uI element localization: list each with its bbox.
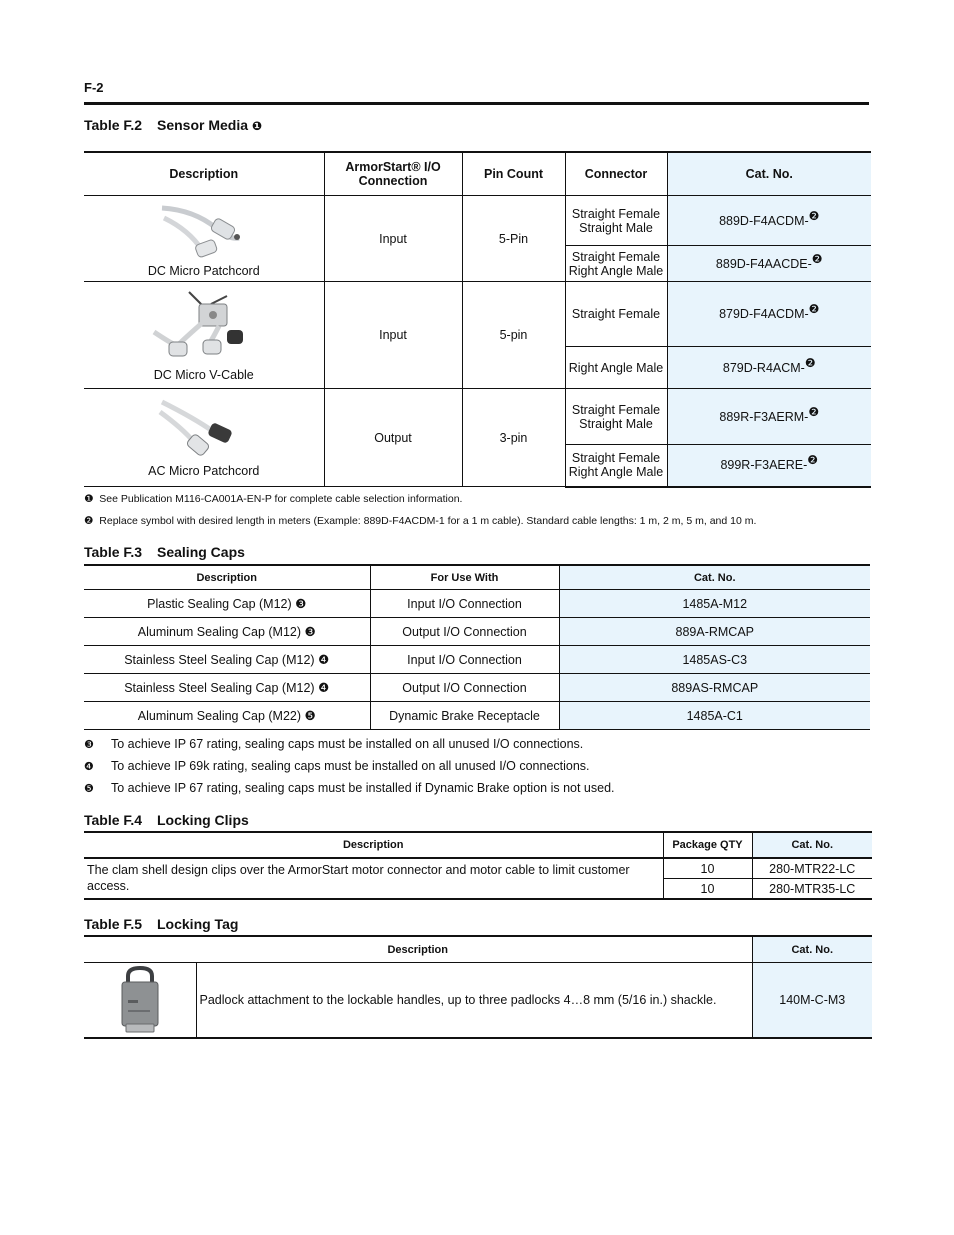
connector-cell: Straight Female bbox=[565, 282, 667, 347]
header-cat-no: Cat. No. bbox=[559, 565, 870, 590]
table-title: Locking Tag bbox=[157, 916, 239, 932]
for-use-with-cell: Output I/O Connection bbox=[370, 674, 559, 702]
table-f2-caption bbox=[84, 117, 262, 133]
table-f5-caption bbox=[84, 916, 238, 932]
table-number: Table F.3 bbox=[84, 544, 143, 560]
connection-cell: Output bbox=[324, 389, 462, 487]
for-use-with-cell: Input I/O Connection bbox=[370, 590, 559, 618]
table-row bbox=[84, 646, 870, 674]
cat-no-cell: 280-MTR22-LC bbox=[752, 858, 872, 879]
table-header-row bbox=[84, 152, 871, 196]
table-f3-caption bbox=[84, 544, 245, 560]
pin-count-cell: 5-pin bbox=[462, 282, 565, 389]
connector-cell: Straight Female Straight Male bbox=[565, 196, 667, 246]
footnote-marker: ❶ bbox=[251, 119, 263, 133]
for-use-with-cell: Dynamic Brake Receptacle bbox=[370, 702, 559, 730]
ac-patchcord-image bbox=[154, 398, 254, 462]
connection-cell: Input bbox=[324, 282, 462, 389]
connection-cell: Input bbox=[324, 196, 462, 282]
table-number: Table F.2 bbox=[84, 117, 143, 133]
for-use-with-cell: Input I/O Connection bbox=[370, 646, 559, 674]
footnote-marker: ❸ bbox=[295, 597, 307, 611]
footnote-marker: ❷ bbox=[808, 404, 820, 419]
table-number: Table F.5 bbox=[84, 916, 143, 932]
footnote-marker: ❷ bbox=[804, 355, 816, 370]
header-cat-no: Cat. No. bbox=[752, 936, 872, 963]
table-row bbox=[84, 618, 870, 646]
description-cell: Plastic Sealing Cap (M12) ❸ bbox=[84, 590, 370, 618]
package-qty-cell: 10 bbox=[663, 879, 752, 900]
table-header-row bbox=[84, 832, 872, 858]
header-description: Description bbox=[84, 832, 663, 858]
table-row bbox=[84, 702, 870, 730]
footnote: ❺ To achieve IP 67 rating, sealing caps must be installed if Dynamic Brake option is not used. bbox=[84, 781, 615, 795]
cat-no-cell: 889R-F3AERM-❷ bbox=[667, 389, 871, 445]
connector-cell: Straight Female Right Angle Male bbox=[565, 246, 667, 282]
product-cell bbox=[84, 196, 324, 282]
header-description: Description bbox=[84, 936, 752, 963]
sensor-media-table bbox=[84, 151, 871, 488]
footnote-marker: ❷ bbox=[807, 453, 819, 468]
table-f4-caption bbox=[84, 812, 249, 828]
header-package-qty: Package QTY bbox=[663, 832, 752, 858]
for-use-with-cell: Output I/O Connection bbox=[370, 618, 559, 646]
cat-no-cell: 140M-C-M3 bbox=[752, 963, 872, 1039]
product-cell bbox=[84, 963, 196, 1039]
connector-cell: Right Angle Male bbox=[565, 347, 667, 389]
product-label: DC Micro V-Cable bbox=[153, 368, 254, 382]
product-cell bbox=[84, 282, 324, 389]
patchcord-image bbox=[154, 200, 254, 262]
description-cell: Stainless Steel Sealing Cap (M12) ❹ bbox=[84, 674, 370, 702]
pin-count-cell: 5-Pin bbox=[462, 196, 565, 282]
cat-no-cell: 1485A-C1 bbox=[559, 702, 870, 730]
description-cell: Padlock attachment to the lockable handles, up to three padlocks 4…8 mm (5/16 in.) shackle. bbox=[196, 963, 752, 1039]
footnote-marker: ❹ bbox=[318, 653, 330, 667]
cat-no-cell: 889AS-RMCAP bbox=[559, 674, 870, 702]
header-connection: ArmorStart® I/O Connection bbox=[324, 152, 462, 196]
table-title: Locking Clips bbox=[157, 812, 249, 828]
header-description: Description bbox=[84, 565, 370, 590]
product-label: DC Micro Patchcord bbox=[147, 263, 260, 278]
header-for-use-with: For Use With bbox=[370, 565, 559, 590]
footnote-marker: ❺ bbox=[304, 709, 316, 723]
header-pin-count: Pin Count bbox=[462, 152, 565, 196]
cat-no-cell: 889D-F4ACDM-❷ bbox=[667, 196, 871, 246]
footnote: ❷ Replace symbol with desired length in meters (Example: 889D-F4ACDM-1 for a 1 m cable). Standard cable lengths: 1 m, 2 m, 5 m, and 10 m. bbox=[84, 515, 757, 527]
table-header-row bbox=[84, 565, 870, 590]
cat-no-cell: 879D-R4ACM-❷ bbox=[667, 347, 871, 389]
footnote-marker: ❹ bbox=[318, 681, 330, 695]
description-cell: Stainless Steel Sealing Cap (M12) ❹ bbox=[84, 646, 370, 674]
table-row bbox=[84, 963, 872, 1039]
table-row bbox=[84, 282, 871, 347]
header-connector: Connector bbox=[565, 152, 667, 196]
cat-no-cell: 889A-RMCAP bbox=[559, 618, 870, 646]
footnote: ❸ To achieve IP 67 rating, sealing caps must be installed on all unused I/O connections. bbox=[84, 737, 584, 751]
locking-tag-image bbox=[120, 966, 160, 1034]
table-number: Table F.4 bbox=[84, 812, 143, 828]
table-header-row bbox=[84, 936, 872, 963]
header-description: Description bbox=[84, 152, 324, 196]
table-title: Sensor Media bbox=[157, 117, 249, 133]
description-cell: Aluminum Sealing Cap (M22) ❺ bbox=[84, 702, 370, 730]
page-number: F-2 bbox=[84, 80, 104, 95]
connector-cell: Straight Female Straight Male bbox=[565, 389, 667, 445]
footnote-marker: ❸ bbox=[304, 625, 316, 639]
package-qty-cell: 10 bbox=[663, 858, 752, 879]
header-rule bbox=[84, 102, 869, 105]
cat-no-cell: 280-MTR35-LC bbox=[752, 879, 872, 900]
product-cell bbox=[84, 389, 324, 487]
cat-no-cell: 1485AS-C3 bbox=[559, 646, 870, 674]
footnote-marker: ❷ bbox=[808, 208, 820, 223]
cat-no-cell: 899R-F3AERE-❷ bbox=[667, 445, 871, 487]
footnote: ❹ To achieve IP 69k rating, sealing caps must be installed on all unused I/O connections. bbox=[84, 759, 590, 773]
footnote: ❶ See Publication M116-CA001A-EN-P for complete cable selection information. bbox=[84, 493, 463, 505]
locking-tag-table bbox=[84, 935, 872, 1039]
cat-no-cell: 879D-F4ACDM-❷ bbox=[667, 282, 871, 347]
header-cat-no: Cat. No. bbox=[667, 152, 871, 196]
pin-count-cell: 3-pin bbox=[462, 389, 565, 487]
description-cell: Aluminum Sealing Cap (M12) ❸ bbox=[84, 618, 370, 646]
table-row bbox=[84, 590, 870, 618]
table-row bbox=[84, 858, 872, 879]
sealing-caps-table bbox=[84, 564, 870, 730]
locking-clips-table bbox=[84, 831, 872, 900]
cat-no-cell: 1485A-M12 bbox=[559, 590, 870, 618]
footnote-marker: ❷ bbox=[811, 251, 823, 266]
footnote-marker: ❷ bbox=[808, 301, 820, 316]
product-label: AC Micro Patchcord bbox=[148, 463, 260, 478]
table-row bbox=[84, 196, 871, 246]
connector-cell: Straight Female Right Angle Male bbox=[565, 445, 667, 487]
cat-no-cell: 889D-F4AACDE-❷ bbox=[667, 246, 871, 282]
header-cat-no: Cat. No. bbox=[752, 832, 872, 858]
table-row bbox=[84, 674, 870, 702]
table-title: Sealing Caps bbox=[157, 544, 245, 560]
table-row bbox=[84, 389, 871, 445]
description-cell: The clam shell design clips over the ArmorStart motor connector and motor cable to limit customer access. bbox=[84, 858, 663, 899]
v-cable-image bbox=[149, 288, 259, 366]
